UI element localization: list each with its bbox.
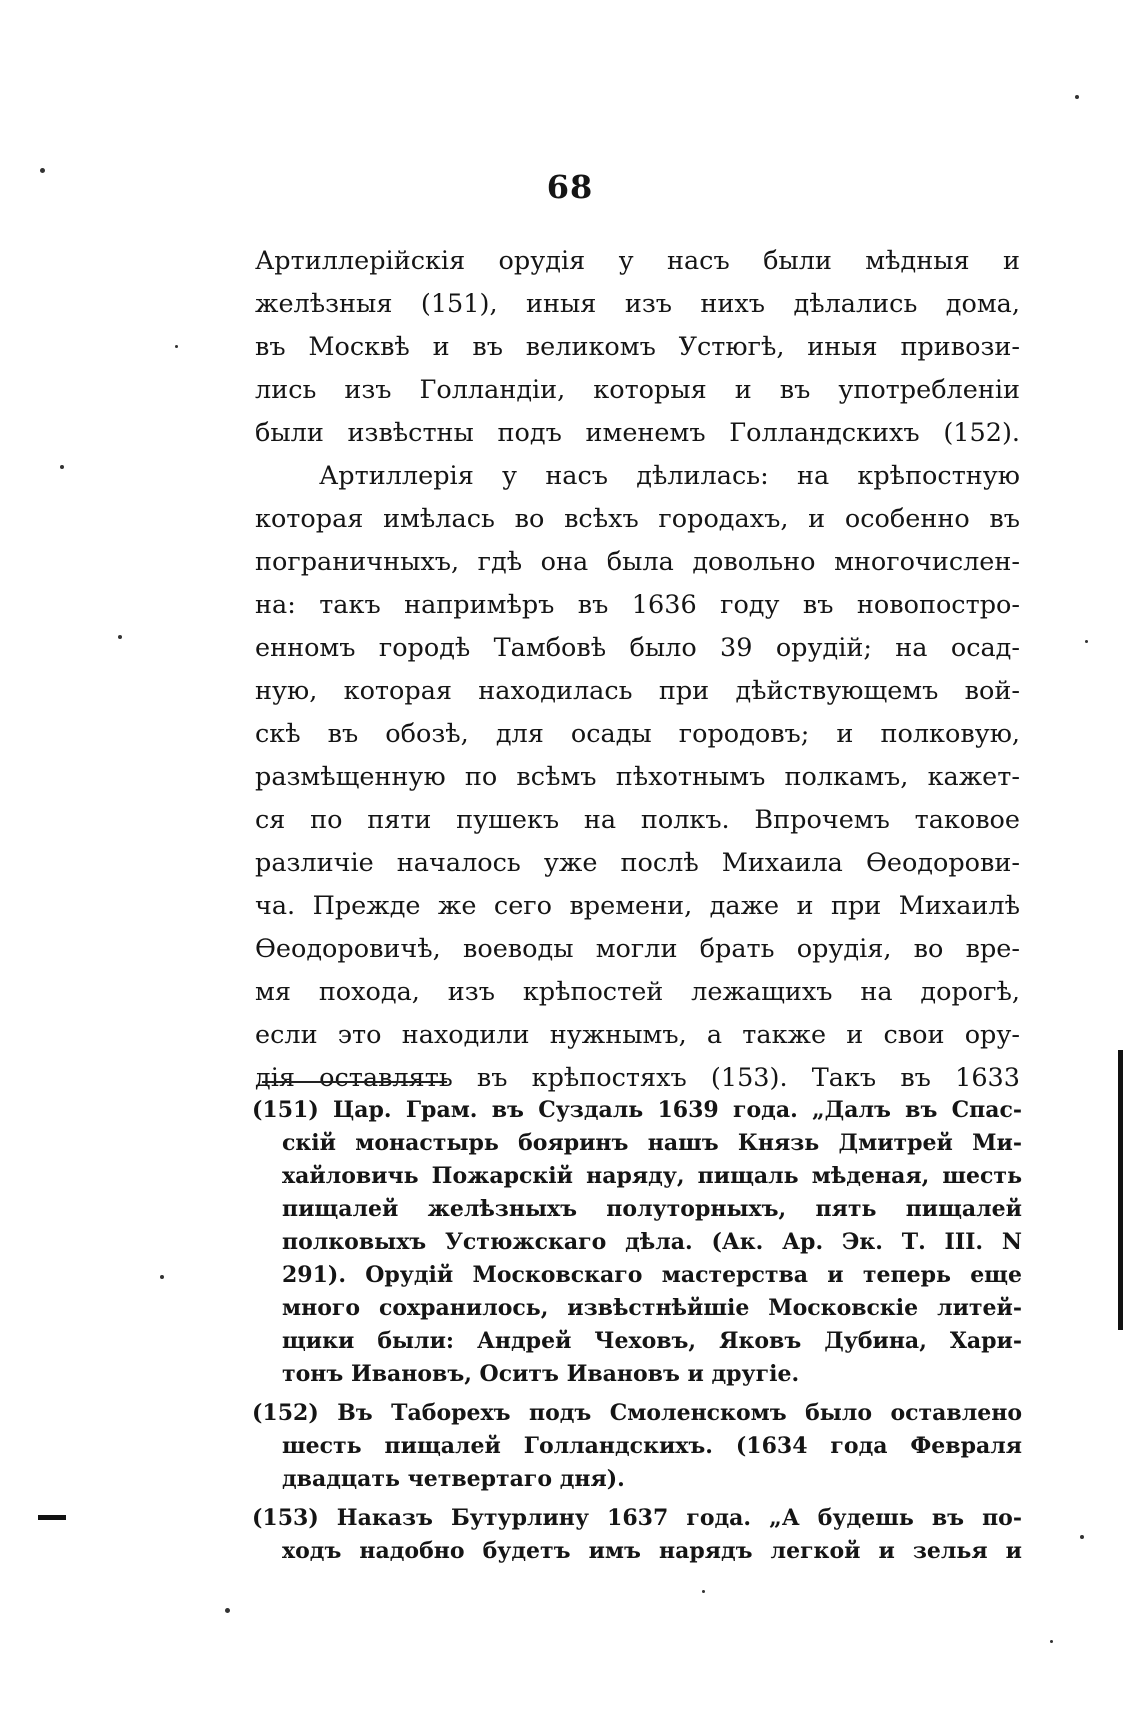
- text-line: въ Москвѣ и въ великомъ Устюгѣ, иныя привози-: [255, 332, 1020, 362]
- footnote-divider: [262, 1081, 447, 1083]
- footnote-151: [252, 1094, 1022, 1391]
- footnote-line: тонъ Ивановъ, Оситъ Ивановъ и другіе.: [282, 1361, 800, 1387]
- text-line: были извѣстны подъ именемъ Голландскихъ (152).: [255, 418, 1020, 448]
- scan-speck: [1085, 640, 1088, 643]
- scan-speck: [60, 465, 64, 469]
- page-number: 68: [546, 168, 594, 206]
- scan-speck: [118, 635, 122, 639]
- footnote-line: двадцать четвертаго дня).: [282, 1466, 625, 1492]
- text-line: ную, которая находилась при дѣйствующемъ вой-: [255, 676, 1020, 706]
- footnote-line: полковыхъ Устюжскаго дѣла. (Ак. Ар. Эк. Т. III. N: [282, 1229, 1022, 1255]
- footnote-153: [252, 1502, 1022, 1568]
- text-line: ся по пяти пушекъ на полкъ. Впрочемъ таковое: [255, 805, 1020, 835]
- scan-speck: [160, 1275, 164, 1279]
- text-line: пограничныхъ, гдѣ она была довольно многочислен-: [255, 547, 1020, 577]
- scan-speck: [1050, 1640, 1053, 1643]
- scan-speck: [225, 1608, 230, 1613]
- scan-smudge: [38, 1515, 66, 1520]
- footnote-line: пищалей желѣзныхъ полуторныхъ, пять пищалей: [282, 1196, 1022, 1222]
- footnote-line: ходъ надобно будетъ имъ нарядъ легкой и зелья и: [282, 1538, 1022, 1564]
- footnote-152: [252, 1397, 1022, 1496]
- footnote-line: (151) Цар. Грам. въ Суздаль 1639 года. „Далъ въ Спас-: [252, 1097, 1022, 1123]
- footnote-line: щики были: Андрей Чеховъ, Яковъ Дубина, Хари-: [282, 1328, 1022, 1354]
- text-line: Ѳеодоровичѣ, воеводы могли брать орудія, во вре-: [255, 934, 1020, 964]
- text-line: Артиллерія у насъ дѣлилась: на крѣпостную: [319, 461, 1020, 491]
- text-line: дія оставлять въ крѣпостяхъ (153). Такъ въ 1633: [255, 1063, 1020, 1093]
- scan-edge-mark: [1118, 1050, 1123, 1330]
- scan-speck: [702, 1590, 705, 1593]
- text-line: мя похода, изъ крѣпостей лежащихъ на дорогѣ,: [255, 977, 1020, 1007]
- scan-speck: [1075, 95, 1079, 99]
- footnote-line: хайловичь Пожарскій наряду, пищаль мѣденая, шесть: [282, 1163, 1022, 1189]
- scan-speck: [1080, 1535, 1084, 1539]
- footnote-line: (153) Наказъ Бутурлину 1637 года. „А будешь въ по-: [252, 1505, 1022, 1531]
- text-line: лись изъ Голландіи, которыя и въ употребленіи: [255, 375, 1020, 405]
- text-line: на: такъ напримѣръ въ 1636 году въ новопостро-: [255, 590, 1020, 620]
- footnote-line: 291). Орудій Московскаго мастерства и теперь еще: [282, 1262, 1022, 1288]
- text-line: если это находили нужнымъ, а также и свои ору-: [255, 1020, 1020, 1050]
- text-line: желѣзныя (151), иныя изъ нихъ дѣлались дома,: [255, 289, 1020, 319]
- footnote-line: (152) Въ Таборехъ подъ Смоленскомъ было оставлено: [252, 1400, 1022, 1426]
- footnote-line: скій монастырь бояринъ нашъ Князь Дмитрей Ми-: [282, 1130, 1022, 1156]
- scan-speck: [175, 345, 178, 348]
- text-line: енномъ городѣ Тамбовѣ было 39 орудій; на осад-: [255, 633, 1020, 663]
- text-line: скѣ въ обозѣ, для осады городовъ; и полковую,: [255, 719, 1020, 749]
- text-line: ча. Прежде же сего времени, даже и при Михаилѣ: [255, 891, 1020, 921]
- text-line: различіе началось уже послѣ Михаила Ѳеодорови-: [255, 848, 1020, 878]
- main-text: [255, 240, 1020, 1100]
- footnote-line: шесть пищалей Голландскихъ. (1634 года Февраля: [282, 1433, 1022, 1459]
- footnote-line: много сохранилось, извѣстнѣйшіе Московскіе литей-: [282, 1295, 1022, 1321]
- text-line: которая имѣлась во всѣхъ городахъ, и особенно въ: [255, 504, 1020, 534]
- footnotes: [252, 1094, 1022, 1568]
- text-line: размѣщенную по всѣмъ пѣхотнымъ полкамъ, кажет-: [255, 762, 1020, 792]
- scan-speck: [40, 168, 45, 173]
- text-line: Артиллерійскія орудія у насъ были мѣдныя и: [255, 246, 1020, 276]
